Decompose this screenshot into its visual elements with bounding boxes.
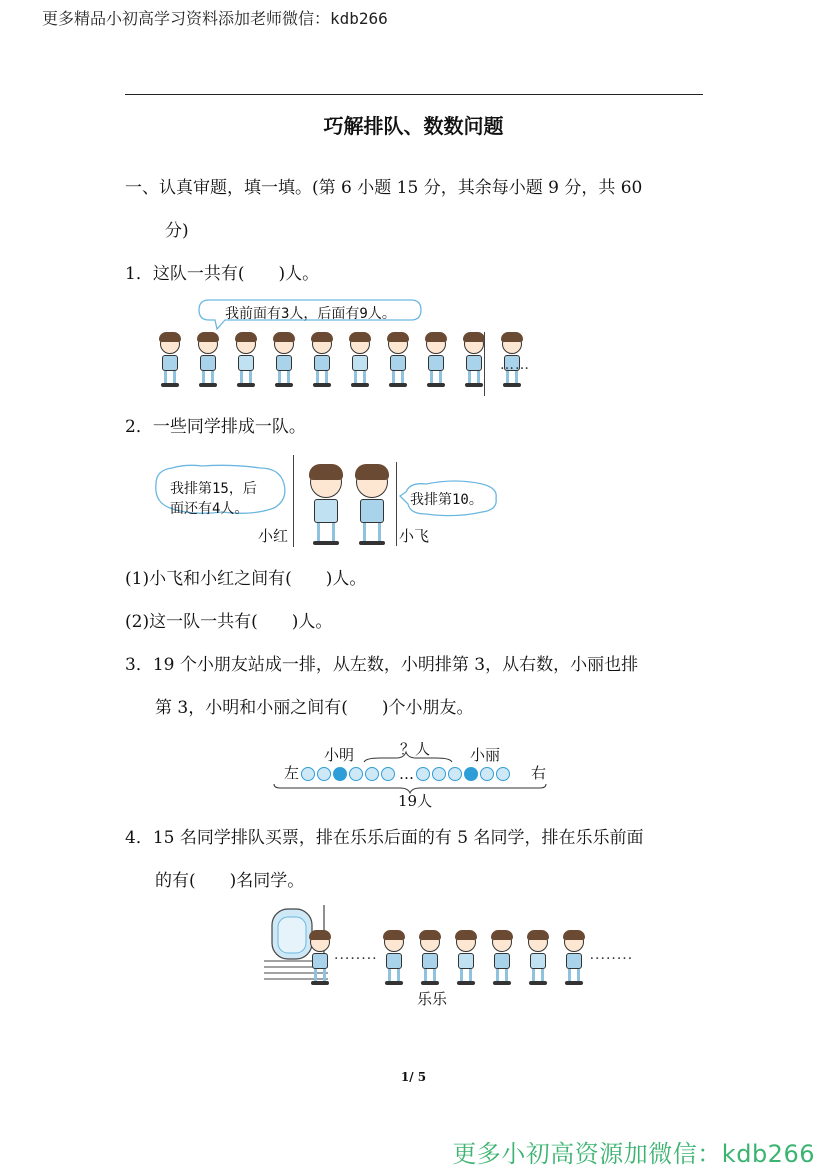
child-figure	[464, 334, 484, 387]
q4-kids-row	[310, 932, 633, 985]
q3-circle	[448, 767, 462, 781]
question-4-line2: 的有( )名同学。	[155, 871, 305, 891]
q1-kids-row	[160, 334, 526, 387]
child-figure	[274, 334, 294, 387]
q1-ellipsis: ……	[500, 357, 530, 373]
q2-left-bubble-line1: 我排第15，后	[170, 481, 257, 497]
page-number: 1/ 5	[400, 1070, 427, 1084]
question-3-line2: 第 3，小明和小丽之间有( )个小朋友。	[155, 698, 474, 718]
question-3-line1: 3．19 个小朋友站成一排，从左数，小明排第 3，从右数，小丽也排	[125, 655, 639, 675]
question-4-line1: 4．15 名同学排队买票，排在乐乐后面的有 5 名同学，排在乐乐前面	[125, 828, 644, 848]
q2-kids-pair	[310, 466, 392, 545]
child-figure	[492, 932, 512, 985]
q2-right-bubble-text: 我排第10。	[410, 492, 483, 508]
q3-total-label: 19人	[398, 792, 433, 810]
q1-bubble-text: 我前面有3人，后面有9人。	[225, 306, 396, 322]
child-figure-xiaofei	[356, 466, 388, 545]
q3-circle	[416, 767, 430, 781]
q3-circle	[432, 767, 446, 781]
child-figure	[198, 334, 218, 387]
q3-circle	[480, 767, 494, 781]
child-figure	[312, 334, 332, 387]
child-figure	[528, 932, 548, 985]
q3-circle	[496, 767, 510, 781]
section-heading-line2: 分)	[165, 221, 189, 241]
q4-name-lele: 乐乐	[417, 990, 448, 1008]
child-figure-xiaohong	[310, 466, 342, 545]
footer-ad: 更多小初高资源加微信：kdb266	[452, 1140, 815, 1168]
q2-left-divider	[293, 455, 294, 547]
child-figure	[384, 932, 404, 985]
child-figure	[426, 334, 446, 387]
q3-circle-xiaoming	[333, 767, 347, 781]
header-note: 更多精品小初高学习资料添加老师微信：kdb266	[42, 9, 388, 28]
q4-ellipsis-left: ········	[334, 951, 378, 967]
page-title: 巧解排队、数数问题	[323, 114, 504, 138]
q3-name-xiaoli: 小丽	[470, 746, 501, 764]
q3-question-label: ？人	[400, 740, 431, 758]
q3-circle	[349, 767, 363, 781]
q2-name-left: 小红	[258, 527, 289, 545]
child-figure	[350, 334, 370, 387]
child-figure	[388, 334, 408, 387]
question-2-part-1: (1)小飞和小红之间有( )人。	[125, 569, 367, 589]
q3-circle-xiaoli	[464, 767, 478, 781]
q3-circle	[317, 767, 331, 781]
q2-left-bubble-line2: 面还有4人。	[170, 501, 249, 517]
section-heading-line1: 一、认真审题，填一填。(第 6 小题 15 分，其余每小题 9 分，共 60	[125, 178, 643, 198]
question-2: 2．一些同学排成一队。	[125, 417, 306, 437]
child-figure	[236, 334, 256, 387]
q3-name-xiaoming: 小明	[324, 746, 355, 764]
q3-middle-ellipsis: …	[399, 765, 414, 783]
child-figure	[456, 932, 476, 985]
q2-name-right: 小飞	[399, 527, 430, 545]
question-1: 1．这队一共有( )人。	[125, 264, 320, 284]
q1-divider-line	[484, 332, 485, 396]
q3-circle	[365, 767, 379, 781]
child-figure	[420, 932, 440, 985]
title-rule	[125, 94, 703, 95]
q3-circle-row	[301, 765, 512, 783]
q3-label-right: 右	[531, 764, 547, 782]
q3-circle	[301, 767, 315, 781]
q4-ellipsis-right: ········	[589, 951, 634, 967]
child-figure	[160, 334, 180, 387]
q3-label-left: 左	[284, 764, 300, 782]
child-figure-lele	[310, 932, 330, 985]
question-2-part-2: (2)这一队一共有( )人。	[125, 612, 333, 632]
child-figure	[564, 932, 584, 985]
q3-circle	[381, 767, 395, 781]
